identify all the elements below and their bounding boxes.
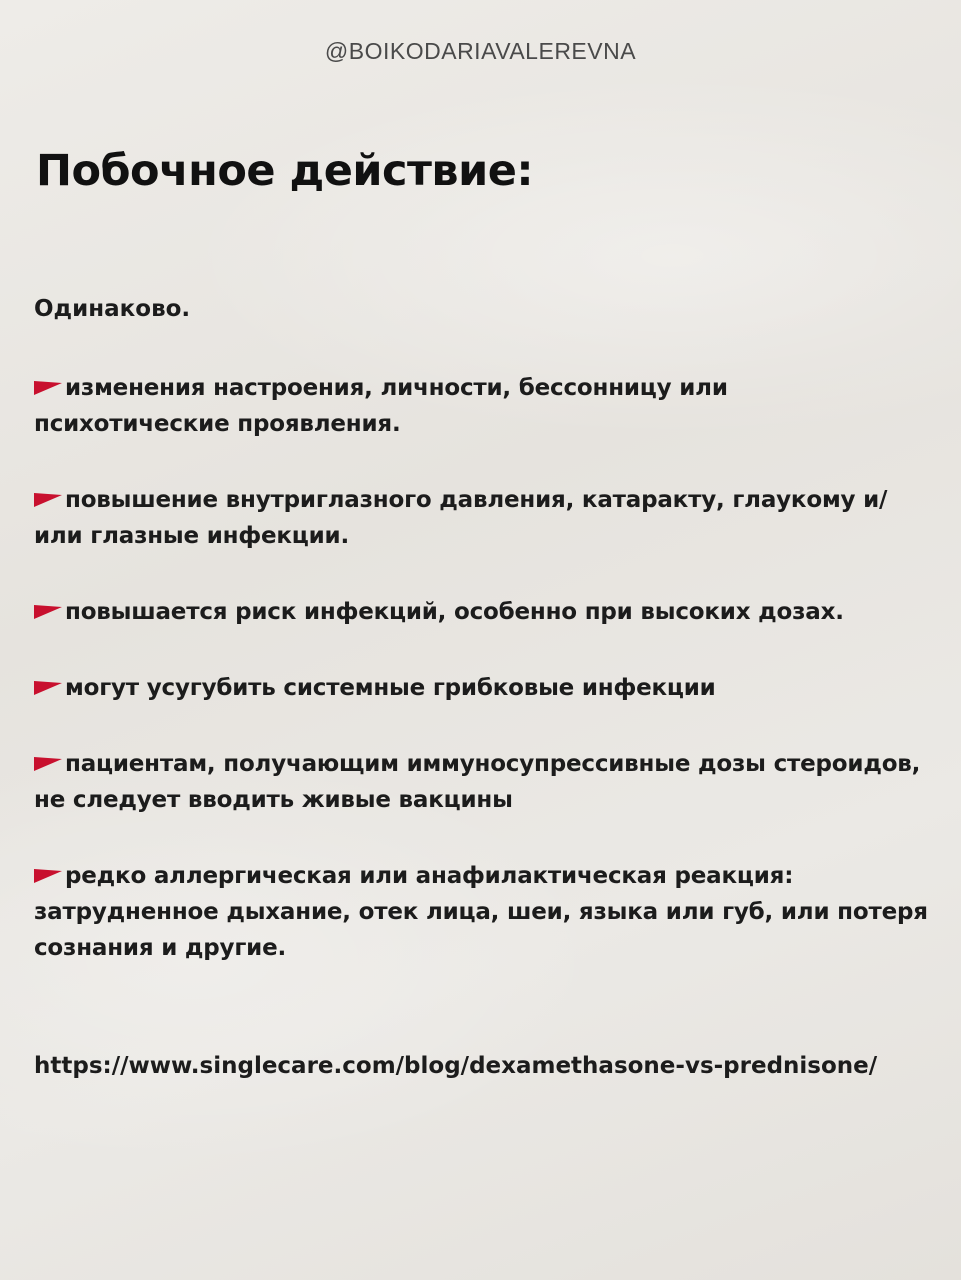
list-item [34, 670, 929, 706]
red-arrow-icon [34, 753, 62, 771]
list-item [34, 370, 929, 442]
list-item-text: повышается риск инфекций, особенно при высоких дозах. [65, 599, 844, 625]
list-item [34, 858, 929, 966]
red-arrow-icon [34, 601, 62, 619]
source-link[interactable]: https://www.singlecare.com/blog/dexamethasone-vs-prednisone/ [34, 1053, 878, 1079]
intro-text: Одинаково. [34, 296, 191, 322]
list-item [34, 482, 929, 554]
content-body [34, 292, 929, 1084]
list-item-text: повышение внутриглазного давления, катаракту, глаукому и/или глазные инфекции. [34, 487, 888, 549]
list-item-text: редко аллергическая или анафилактическая реакция: затрудненное дыхание, отек лица, шеи, языка или губ, или потеря сознания и другие. [34, 863, 928, 961]
red-arrow-icon [34, 489, 62, 507]
list-item [34, 594, 929, 630]
author-handle: @BOIKODARIAVALEREVNA [324, 38, 637, 64]
red-arrow-icon [34, 677, 62, 695]
red-arrow-icon [34, 865, 62, 883]
page-title: Побочное действие: [36, 146, 534, 196]
list-item-text: могут усугубить системные грибковые инфекции [65, 675, 716, 701]
list-item [34, 746, 929, 818]
list-item-text: пациентам, получающим иммуносупрессивные дозы стероидов, не следует вводить живые вакцины [34, 751, 921, 813]
red-arrow-icon [34, 377, 62, 395]
list-item-text: изменения настроения, личности, бессонницу или психотические проявления. [34, 375, 728, 437]
